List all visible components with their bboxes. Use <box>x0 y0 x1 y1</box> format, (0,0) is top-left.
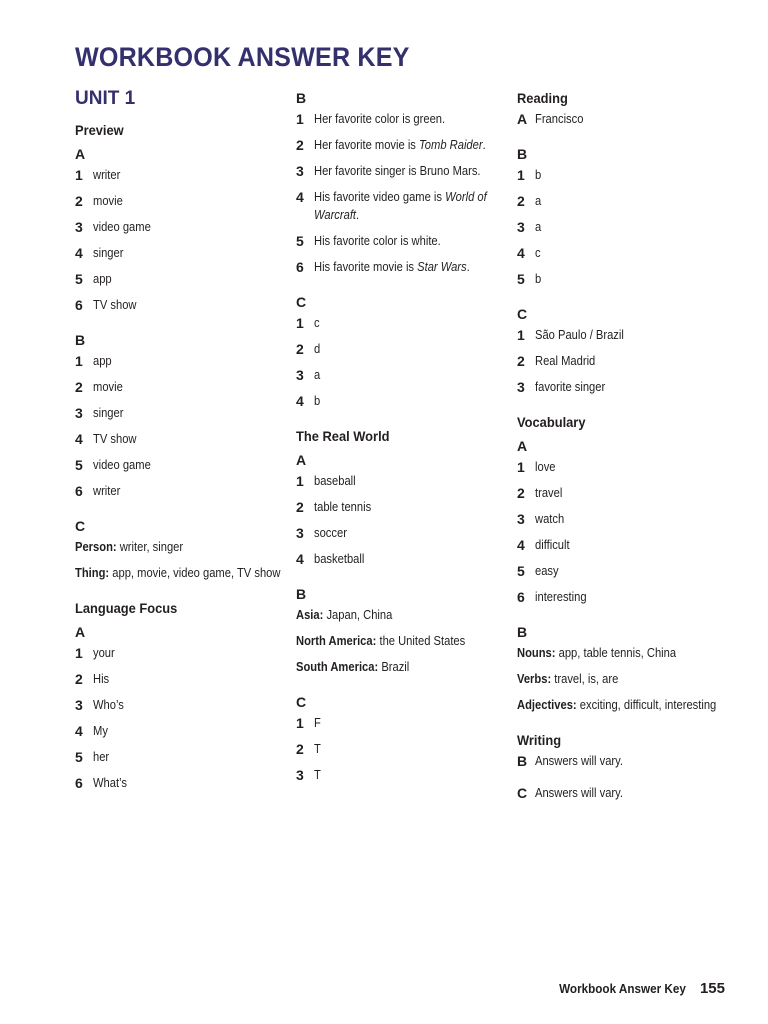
exercise-label: A <box>75 624 86 640</box>
writing-b-answer <box>517 752 742 770</box>
item-text: writer <box>93 167 121 182</box>
item-number: 6 <box>296 259 304 275</box>
item-text: d <box>314 341 321 356</box>
item-number: 4 <box>75 723 83 739</box>
item-number: 5 <box>517 563 525 579</box>
answer-text: Answers will vary. <box>535 785 624 800</box>
exercise-label: A <box>296 452 307 468</box>
item-number: 2 <box>75 193 83 209</box>
exercise-label: C <box>296 694 307 710</box>
item-number: 1 <box>296 111 304 127</box>
item-text: São Paulo / Brazil <box>535 327 624 342</box>
item-text: b <box>535 271 542 286</box>
item-number: 3 <box>75 697 83 713</box>
item-text: a <box>535 219 542 234</box>
answer-text: Francisco <box>535 111 584 126</box>
item-number: 1 <box>75 167 83 183</box>
answer-list <box>296 472 521 568</box>
answer-text: Answers will vary. <box>535 753 624 768</box>
item-text: writer <box>93 483 121 498</box>
item-number: 2 <box>296 741 304 757</box>
exercise-label: A <box>517 438 528 454</box>
item-number: 2 <box>517 193 525 209</box>
writing-section <box>517 728 742 802</box>
item-text: His favorite color is white. <box>314 233 441 248</box>
item-text: c <box>314 315 320 330</box>
answer-list <box>296 714 521 784</box>
preview-section <box>75 118 300 314</box>
item-text: baseball <box>314 473 356 488</box>
answer-item <box>517 458 742 476</box>
item-text: basketball <box>314 551 365 566</box>
reading-section <box>517 86 742 128</box>
section-heading-writing: Writing <box>517 732 562 748</box>
answer-item <box>75 774 300 792</box>
answer-item <box>75 696 300 714</box>
answer-item <box>517 588 742 606</box>
item-number: 3 <box>296 767 304 783</box>
item-text: What’s <box>93 775 127 790</box>
answer-item <box>296 766 521 784</box>
item-text: TV show <box>93 431 137 446</box>
labeled-answer: Verbs: travel, is, are <box>517 671 619 686</box>
section-heading-language-focus: Language Focus <box>75 600 178 616</box>
exercise-label: C <box>517 306 528 322</box>
reading-c <box>517 302 742 396</box>
item-text: soccer <box>314 525 347 540</box>
answer-item <box>517 244 742 262</box>
item-text: His favorite video game is World of Warcraft. <box>314 189 487 222</box>
answer-item <box>75 430 300 448</box>
vocabulary-b <box>517 620 742 714</box>
vocabulary-section <box>517 410 742 606</box>
answer-list <box>75 644 300 792</box>
answer-item <box>75 748 300 766</box>
item-text: Real Madrid <box>535 353 596 368</box>
answer-item <box>296 550 521 568</box>
answer-item <box>75 456 300 474</box>
item-number: 1 <box>517 327 525 343</box>
item-number: 3 <box>296 525 304 541</box>
item-number: 3 <box>517 219 525 235</box>
item-number: 4 <box>517 245 525 261</box>
item-text: travel <box>535 485 563 500</box>
exercise-label: B <box>517 753 528 769</box>
answer-item <box>75 404 300 422</box>
item-number: 2 <box>296 341 304 357</box>
footer-label: Workbook Answer Key <box>559 981 686 996</box>
labeled-answer: North America: the United States <box>296 633 466 648</box>
language-focus-c <box>296 290 521 410</box>
answer-item <box>296 472 521 490</box>
answer-item <box>75 244 300 262</box>
item-number: 2 <box>75 671 83 687</box>
answer-list <box>517 458 742 606</box>
answer-item <box>296 392 521 410</box>
item-number: 3 <box>75 405 83 421</box>
item-text: favorite singer <box>535 379 606 394</box>
item-text: TV show <box>93 297 137 312</box>
labeled-list <box>296 606 521 676</box>
item-text: watch <box>535 511 565 526</box>
answer-item <box>296 188 521 224</box>
item-number: 3 <box>296 367 304 383</box>
item-number: 6 <box>75 775 83 791</box>
column-3 <box>517 86 742 810</box>
answer-list <box>296 110 521 276</box>
item-text: Her favorite movie is Tomb Raider. <box>314 137 486 152</box>
item-number: 3 <box>517 511 525 527</box>
section-heading-reading: Reading <box>517 90 568 106</box>
page-title: WORKBOOK ANSWER KEY <box>75 42 410 72</box>
exercise-label: B <box>517 624 528 640</box>
answer-item <box>517 536 742 554</box>
item-number: 1 <box>517 167 525 183</box>
answer-item <box>517 192 742 210</box>
answer-item <box>296 232 521 250</box>
real-world-b <box>296 582 521 676</box>
preview-b <box>75 328 300 500</box>
answer-item <box>517 218 742 236</box>
item-text: app <box>93 353 112 368</box>
real-world-section <box>296 424 521 568</box>
exercise-label: C <box>296 294 307 310</box>
answer-item <box>75 218 300 236</box>
item-text: interesting <box>535 589 587 604</box>
item-number: 5 <box>517 271 525 287</box>
item-number: 1 <box>296 715 304 731</box>
answer-list <box>75 166 300 314</box>
item-text: singer <box>93 245 124 260</box>
item-text: My <box>93 723 108 738</box>
section-heading-vocabulary: Vocabulary <box>517 414 586 430</box>
item-number: 4 <box>296 189 304 205</box>
exercise-label: B <box>296 90 307 106</box>
reading-a-answer <box>517 110 742 128</box>
reading-b <box>517 142 742 288</box>
answer-item <box>296 714 521 732</box>
answer-list <box>517 166 742 288</box>
answer-item <box>75 722 300 740</box>
item-text: video game <box>93 219 151 234</box>
answer-item <box>296 162 521 180</box>
item-number: 5 <box>75 271 83 287</box>
answer-item <box>75 166 300 184</box>
labeled-list <box>517 644 742 714</box>
item-number: 5 <box>296 233 304 249</box>
labeled-answer: Nouns: app, table tennis, China <box>517 645 677 660</box>
exercise-label: A <box>75 146 86 162</box>
answer-item <box>296 498 521 516</box>
labeled-answer: Adjectives: exciting, difficult, interesting <box>517 697 717 712</box>
item-number: 1 <box>296 473 304 489</box>
item-text: singer <box>93 405 124 420</box>
answer-item <box>296 524 521 542</box>
item-number: 1 <box>75 645 83 661</box>
item-number: 6 <box>75 297 83 313</box>
item-number: 2 <box>517 353 525 369</box>
item-number: 4 <box>296 393 304 409</box>
answer-item <box>296 136 521 154</box>
answer-item <box>75 644 300 662</box>
answer-item <box>75 482 300 500</box>
exercise-label: A <box>517 111 528 127</box>
exercise-label: B <box>296 586 307 602</box>
item-text: T <box>314 767 321 782</box>
item-text: a <box>535 193 542 208</box>
item-number: 4 <box>75 245 83 261</box>
item-number: 3 <box>296 163 304 179</box>
writing-c-answer <box>517 784 742 802</box>
answer-item <box>75 378 300 396</box>
item-text: table tennis <box>314 499 372 514</box>
answer-item <box>75 296 300 314</box>
answer-item <box>75 270 300 288</box>
section-heading-real-world: The Real World <box>296 428 390 444</box>
item-text: T <box>314 741 321 756</box>
answer-item <box>296 314 521 332</box>
item-text: movie <box>93 379 123 394</box>
answer-item <box>517 326 742 344</box>
answer-item <box>517 562 742 580</box>
answer-item <box>517 270 742 288</box>
unit-heading: UNIT 1 <box>75 88 136 109</box>
column-1 <box>75 118 300 800</box>
item-number: 3 <box>75 219 83 235</box>
answer-item <box>517 484 742 502</box>
answer-list <box>296 314 521 410</box>
answer-list <box>75 352 300 500</box>
answer-item <box>75 192 300 210</box>
item-text: b <box>535 167 542 182</box>
item-text: c <box>535 245 541 260</box>
item-number: 2 <box>296 499 304 515</box>
item-text: a <box>314 367 321 382</box>
exercise-label: C <box>517 785 528 801</box>
answer-thing: Thing: app, movie, video game, TV show <box>75 565 281 580</box>
item-text: difficult <box>535 537 570 552</box>
column-2 <box>296 86 521 792</box>
item-text: F <box>314 715 321 730</box>
page-footer <box>545 980 725 997</box>
answer-item <box>296 258 521 276</box>
item-text: Her favorite color is green. <box>314 111 446 126</box>
item-number: 6 <box>517 589 525 605</box>
language-focus-section <box>75 596 300 792</box>
item-text: Who’s <box>93 697 124 712</box>
answer-item <box>75 670 300 688</box>
item-number: 3 <box>517 379 525 395</box>
item-text: b <box>314 393 321 408</box>
answer-list <box>517 326 742 396</box>
item-text: love <box>535 459 556 474</box>
item-number: 2 <box>296 137 304 153</box>
exercise-label: B <box>75 332 86 348</box>
item-number: 5 <box>75 457 83 473</box>
item-number: 4 <box>296 551 304 567</box>
item-number: 5 <box>75 749 83 765</box>
answer-item <box>296 740 521 758</box>
preview-c <box>75 514 300 582</box>
answer-item <box>296 110 521 128</box>
page-number: 155 <box>699 980 725 997</box>
answer-item <box>517 378 742 396</box>
item-text: app <box>93 271 112 286</box>
item-text: easy <box>535 563 559 578</box>
answer-item <box>517 352 742 370</box>
labeled-answer: Asia: Japan, China <box>296 607 393 622</box>
exercise-label: B <box>517 146 528 162</box>
answer-item <box>296 340 521 358</box>
language-focus-b <box>296 86 521 276</box>
item-text: video game <box>93 457 151 472</box>
item-text: Her favorite singer is Bruno Mars. <box>314 163 481 178</box>
answer-person: Person: writer, singer <box>75 539 184 554</box>
item-text: His favorite movie is Star Wars. <box>314 259 470 274</box>
item-text: her <box>93 749 110 764</box>
real-world-c <box>296 690 521 784</box>
labeled-answer: South America: Brazil <box>296 659 410 674</box>
item-number: 2 <box>517 485 525 501</box>
item-number: 1 <box>75 353 83 369</box>
item-number: 4 <box>517 537 525 553</box>
section-heading-preview: Preview <box>75 122 124 138</box>
item-text: movie <box>93 193 123 208</box>
item-number: 1 <box>517 459 525 475</box>
answer-item <box>296 366 521 384</box>
exercise-label: C <box>75 518 86 534</box>
item-text: His <box>93 671 110 686</box>
item-number: 6 <box>75 483 83 499</box>
item-text: your <box>93 645 115 660</box>
item-number: 2 <box>75 379 83 395</box>
answer-item <box>517 510 742 528</box>
item-number: 4 <box>75 431 83 447</box>
answer-item <box>75 352 300 370</box>
answer-item <box>517 166 742 184</box>
item-number: 1 <box>296 315 304 331</box>
